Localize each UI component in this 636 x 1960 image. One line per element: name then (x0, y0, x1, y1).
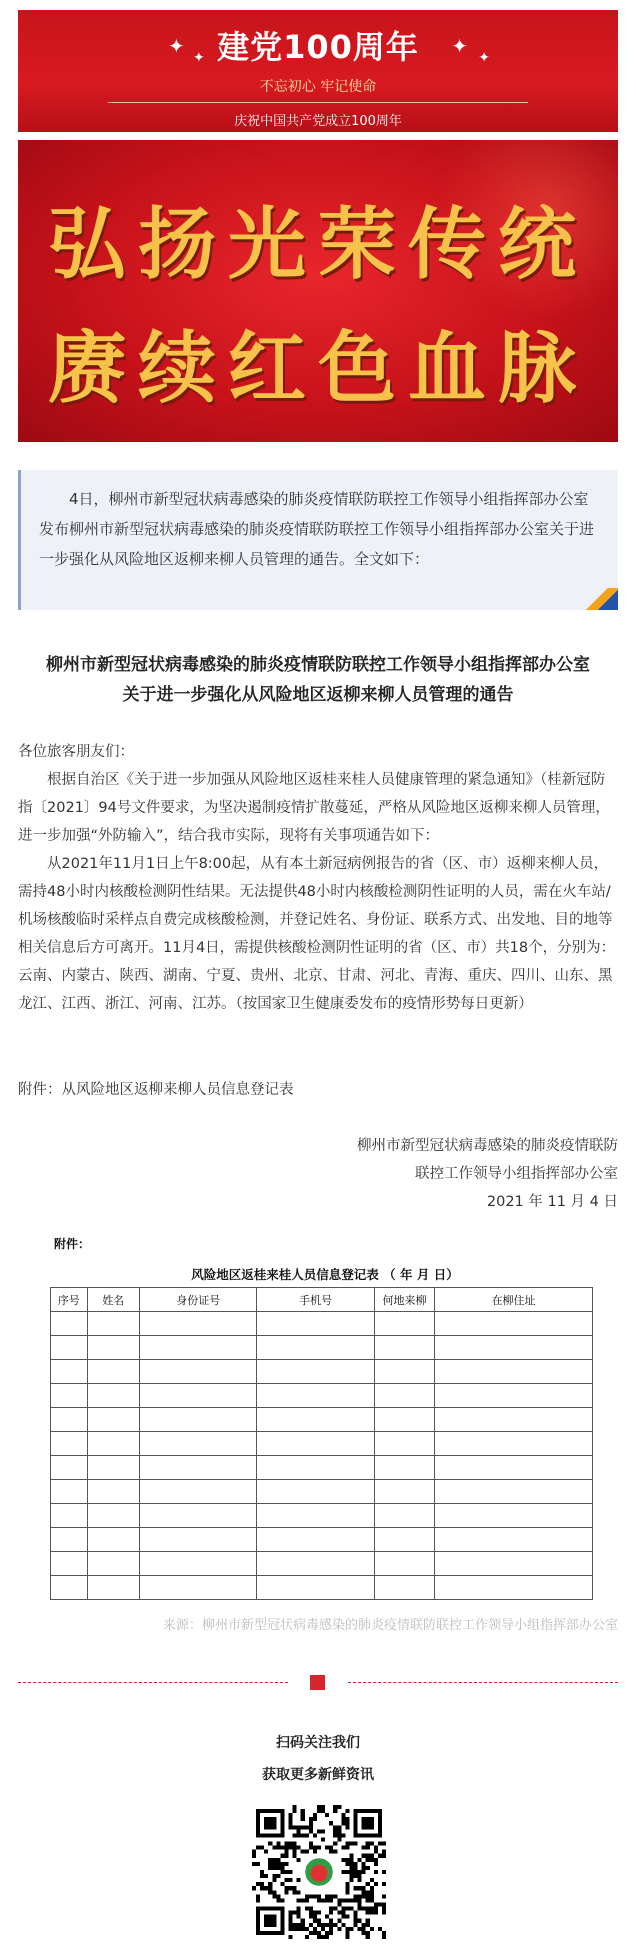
table-cell (257, 1456, 374, 1480)
table-cell (257, 1552, 374, 1576)
dove-icon: ✦ (451, 34, 468, 58)
table-cell (374, 1336, 434, 1360)
table-cell (257, 1480, 374, 1504)
table-cell (87, 1456, 139, 1480)
table-cell (140, 1312, 257, 1336)
table-cell (374, 1480, 434, 1504)
table-cell (257, 1336, 374, 1360)
table-cell (374, 1408, 434, 1432)
slogan-line-2: 赓续红色血脉 (47, 323, 588, 414)
slogan-banner (18, 140, 618, 442)
table-cell (374, 1504, 434, 1528)
table-header-cell: 手机号 (257, 1288, 374, 1312)
table-cell (51, 1432, 88, 1456)
table-row (51, 1576, 593, 1600)
banner-divider (108, 102, 528, 103)
table-cell (257, 1312, 374, 1336)
table-header-cell: 姓名 (87, 1288, 139, 1312)
notice-title-line-2: 关于进一步强化从风险地区返柳来柳人员管理的通告 (122, 685, 514, 705)
table-cell (87, 1480, 139, 1504)
table-cell (140, 1480, 257, 1504)
table-cell (435, 1432, 593, 1456)
table-cell (257, 1384, 374, 1408)
table-cell (257, 1408, 374, 1432)
table-cell (51, 1336, 88, 1360)
table-header-cell: 序号 (51, 1288, 88, 1312)
table-cell (374, 1552, 434, 1576)
table-cell (51, 1576, 88, 1600)
table-cell (374, 1456, 434, 1480)
table-header-row (51, 1288, 593, 1312)
table-cell (435, 1504, 593, 1528)
table-cell (374, 1432, 434, 1456)
table-cell (140, 1552, 257, 1576)
table-row (51, 1504, 593, 1528)
registration-form (50, 1235, 600, 1580)
table-cell (257, 1432, 374, 1456)
table-cell (374, 1384, 434, 1408)
table-row (51, 1456, 593, 1480)
table-row (51, 1360, 593, 1384)
table-cell (87, 1312, 139, 1336)
table-cell (435, 1408, 593, 1432)
source-credit: 来源：柳州市新型冠状病毒感染的肺炎疫情联防联控工作领导小组指挥部办公室 (162, 1618, 618, 1633)
dove-icon: ✦ (193, 50, 205, 66)
table-cell (140, 1456, 257, 1480)
table-cell (257, 1504, 374, 1528)
table-cell (51, 1360, 88, 1384)
table-header-cell: 何地来柳 (374, 1288, 434, 1312)
notice-title (18, 650, 618, 710)
table-cell (51, 1456, 88, 1480)
table-cell (140, 1576, 257, 1600)
notice-title-line-1: 柳州市新型冠状病毒感染的肺炎疫情联防联控工作领导小组指挥部办公室 (46, 655, 590, 675)
table-cell (140, 1432, 257, 1456)
table-cell (51, 1384, 88, 1408)
table-cell (51, 1528, 88, 1552)
dove-icon: ✦ (478, 50, 490, 66)
table-cell (87, 1360, 139, 1384)
registration-table (50, 1287, 593, 1600)
table-row (51, 1528, 593, 1552)
table-row (51, 1432, 593, 1456)
table-cell (374, 1528, 434, 1552)
footer-divider-right (348, 1682, 618, 1683)
table-cell (374, 1576, 434, 1600)
notice-attachment: 附件：从风险地区返柳来柳人员信息登记表 (18, 1082, 294, 1098)
table-cell (140, 1528, 257, 1552)
party-anniversary-banner (18, 10, 618, 132)
table-cell (374, 1360, 434, 1384)
table-cell (51, 1504, 88, 1528)
table-cell (51, 1480, 88, 1504)
table-cell (435, 1528, 593, 1552)
notice-greeting: 各位旅客朋友们： (18, 744, 134, 760)
table-row (51, 1408, 593, 1432)
footer-square-icon (310, 1675, 325, 1690)
notice-body (18, 766, 618, 1018)
dove-icon: ✦ (168, 34, 185, 58)
table-cell (435, 1480, 593, 1504)
table-cell (51, 1552, 88, 1576)
table-cell (435, 1552, 593, 1576)
table-cell (87, 1528, 139, 1552)
table-cell (140, 1336, 257, 1360)
intro-box (18, 470, 618, 610)
table-cell (374, 1312, 434, 1336)
table-cell (87, 1384, 139, 1408)
table-cell (87, 1576, 139, 1600)
table-cell (435, 1576, 593, 1600)
table-cell (257, 1360, 374, 1384)
table-cell (257, 1576, 374, 1600)
table-cell (257, 1528, 374, 1552)
table-header-cell: 身份证号 (140, 1288, 257, 1312)
table-header-cell: 在柳住址 (435, 1288, 593, 1312)
table-cell (435, 1312, 593, 1336)
table-row (51, 1336, 593, 1360)
banner-celebrate-text: 庆祝中国共产党成立100周年 (234, 114, 402, 129)
table-cell (435, 1360, 593, 1384)
signature-line-1: 柳州市新型冠状病毒感染的肺炎疫情联防 (357, 1138, 618, 1154)
banner-subtitle: 不忘初心 牢记使命 (259, 79, 377, 95)
footer-divider-left (18, 1682, 288, 1683)
banner-title: 建党100周年 (217, 28, 419, 66)
table-cell (87, 1432, 139, 1456)
table-row (51, 1480, 593, 1504)
scan-follow-text: 扫码关注我们 (276, 1735, 360, 1751)
table-cell (435, 1456, 593, 1480)
table-cell (140, 1504, 257, 1528)
table-cell (140, 1384, 257, 1408)
form-title: 风险地区返桂来桂人员信息登记表 （ 年 月 日） (191, 1267, 459, 1282)
notice-paragraph-1: 根据自治区《关于进一步加强从风险地区返桂来桂人员健康管理的紧急通知》（桂新冠防指〔2021〕94号文件要求，为坚决遏制疫情扩散蔓延，严格从风险地区返柳来柳人员管理，进一步加强“外防输入”，结合我市实际，现将有关事项通告如下： (18, 772, 610, 844)
table-cell (435, 1336, 593, 1360)
table-cell (140, 1408, 257, 1432)
intro-text: 4日，柳州市新型冠状病毒感染的肺炎疫情联防联控工作领导小组指挥部办公室发布柳州市新型冠状病毒感染的肺炎疫情联防联控工作领导小组指挥部办公室关于进一步强化从风险地区返柳来柳人员管理的通告。全文如下： (39, 490, 595, 568)
signature-date: 2021 年 11 月 4 日 (486, 1194, 618, 1210)
table-cell (51, 1408, 88, 1432)
table-cell (87, 1504, 139, 1528)
table-cell (87, 1552, 139, 1576)
slogan-line-1: 弘扬光荣传统 (47, 199, 588, 290)
corner-decoration (568, 588, 618, 610)
table-cell (51, 1312, 88, 1336)
table-cell (435, 1384, 593, 1408)
form-attachment-label: 附件： (54, 1237, 91, 1251)
table-cell (87, 1408, 139, 1432)
table-row (51, 1312, 593, 1336)
qr-code-icon[interactable] (252, 1805, 386, 1939)
notice-paragraph-2: 从2021年11月1日上午8:00起，从有本土新冠病例报告的省（区、市）返柳来柳人员，需持48小时内核酸检测阴性结果。无法提供48小时内核酸检测阴性证明的人员，需在火车站/机场核酸临时采样点自费完成核酸检测，并登记姓名、身份证、联系方式、出发地、目的地等相关信息后方可离开。11月4日，需提供核酸检测阴性证明的省（区、市）共18个，分别为：云南、内蒙古、陕西、湖南、宁夏、贵州、北京、甘肃、河北、青海、重庆、四川、山东、黑龙江、江西、浙江、河南、江苏。（按国家卫生健康委发布的疫情形势每日更新） (18, 856, 616, 1012)
table-cell (140, 1360, 257, 1384)
table-cell (87, 1336, 139, 1360)
table-row (51, 1384, 593, 1408)
more-news-text: 获取更多新鲜资讯 (262, 1767, 374, 1783)
signature-line-2: 联控工作领导小组指挥部办公室 (415, 1166, 618, 1182)
table-row (51, 1552, 593, 1576)
